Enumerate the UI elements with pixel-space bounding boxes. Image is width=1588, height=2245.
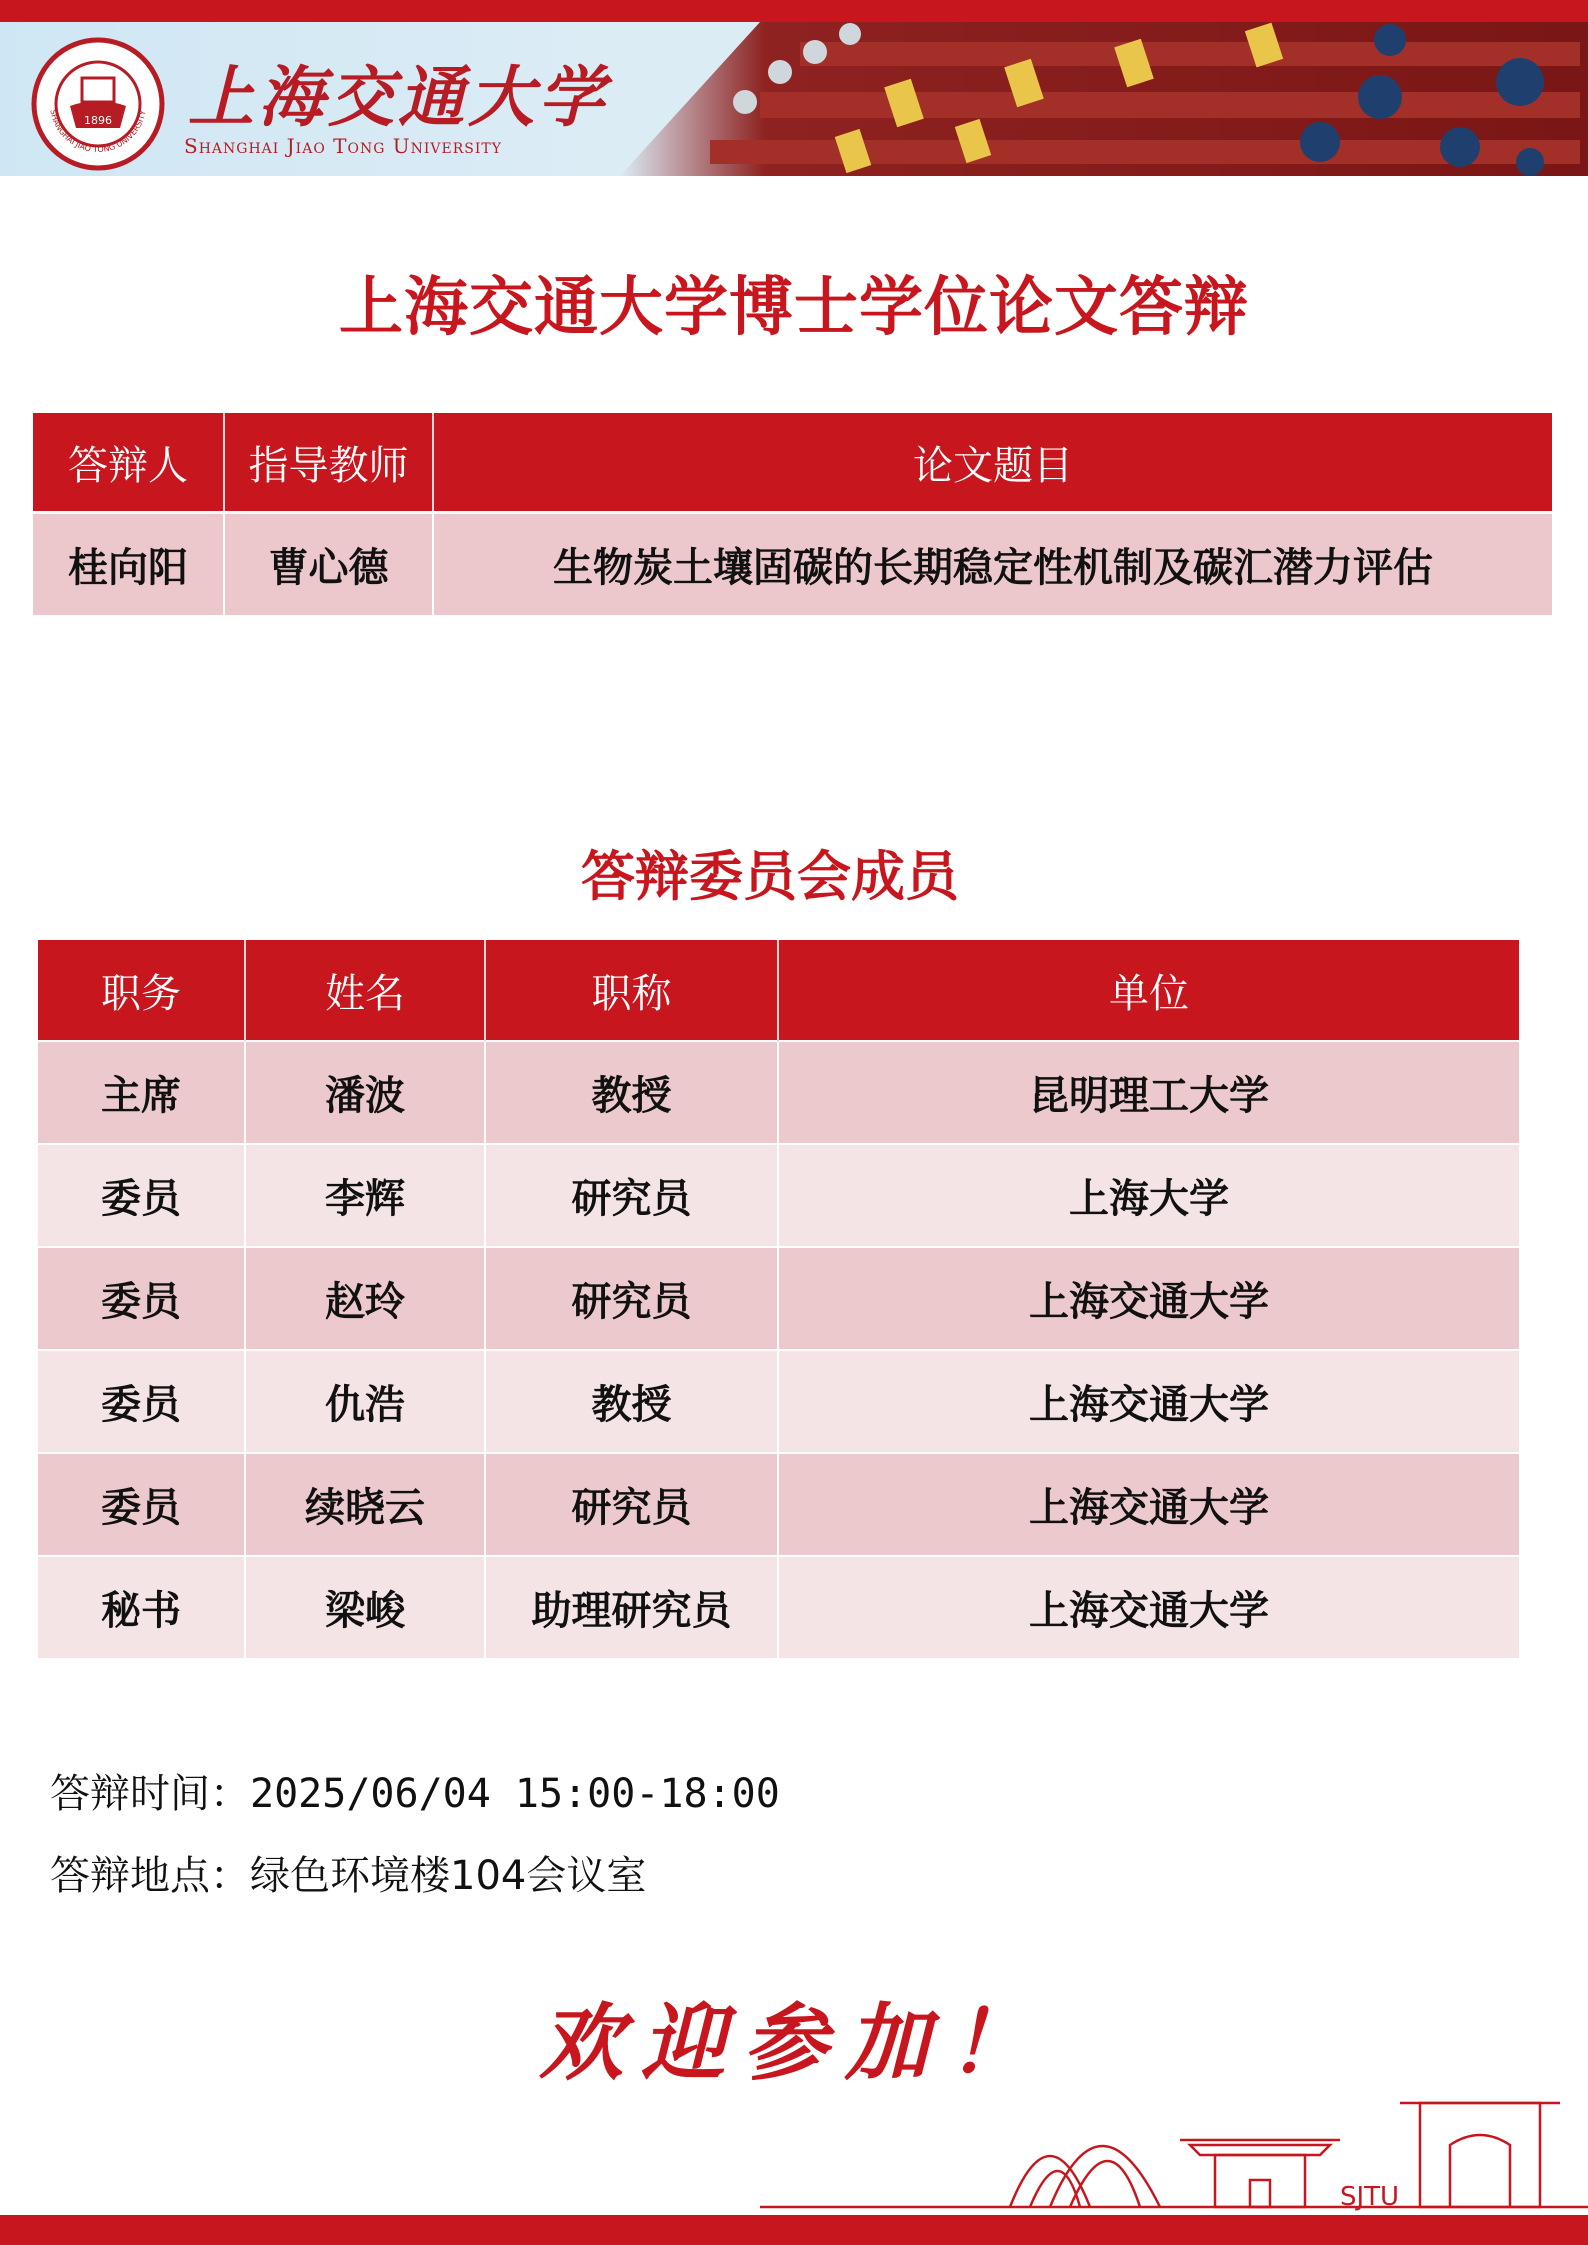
member-name: 潘波 (245, 1041, 485, 1144)
member-role: 主席 (38, 1041, 245, 1144)
university-name-cn: 上海交通大学 (188, 58, 608, 136)
thesis-title: 生物炭土壤固碳的长期稳定性机制及碳汇潜力评估 (433, 513, 1552, 616)
table-row (38, 1350, 1519, 1453)
university-name-en: Shanghai Jiao Tong University (184, 134, 502, 158)
header-title: 职称 (485, 940, 778, 1041)
committee-header-row (38, 940, 1519, 1041)
member-role: 委员 (38, 1144, 245, 1247)
member-title: 助理研究员 (485, 1556, 778, 1658)
member-name: 赵玲 (245, 1247, 485, 1350)
university-seal-icon (30, 36, 166, 172)
roof-eaves-image (560, 22, 1588, 176)
defense-place-label: 答辩地点： (50, 1853, 250, 1899)
header-role: 职务 (38, 940, 245, 1041)
member-affiliation: 上海交通大学 (778, 1453, 1519, 1556)
member-name: 李辉 (245, 1144, 485, 1247)
header-affiliation: 单位 (778, 940, 1519, 1041)
member-title: 研究员 (485, 1453, 778, 1556)
member-title: 教授 (485, 1041, 778, 1144)
svg-text:SHANGHAI JIAO TONG UNIVERSITY: SHANGHAI JIAO TONG UNIVERSITY (48, 108, 148, 155)
member-title: 教授 (485, 1350, 778, 1453)
member-affiliation: 昆明理工大学 (778, 1041, 1519, 1144)
member-name: 续晓云 (245, 1453, 485, 1556)
member-role: 委员 (38, 1247, 245, 1350)
header-defender: 答辩人 (33, 413, 224, 513)
defense-time (50, 1762, 780, 1819)
member-title: 研究员 (485, 1247, 778, 1350)
table-row (38, 1041, 1519, 1144)
header-name: 姓名 (245, 940, 485, 1041)
svg-text:1896: 1896 (84, 114, 112, 127)
member-affiliation: 上海大学 (778, 1144, 1519, 1247)
header-thesis-title: 论文题目 (433, 413, 1552, 513)
advisor-name: 曹心德 (224, 513, 433, 616)
campus-gate-line-art (760, 2095, 1588, 2215)
member-affiliation: 上海交通大学 (778, 1247, 1519, 1350)
thesis-table (33, 413, 1552, 615)
member-role: 秘书 (38, 1556, 245, 1658)
thesis-header-row (33, 413, 1552, 513)
defense-place-value: 绿色环境楼104会议室 (250, 1853, 647, 1899)
committee-table (38, 940, 1519, 1658)
committee-title: 答辩委员会成员 (581, 845, 959, 908)
thesis-row (33, 513, 1552, 616)
header-banner (0, 22, 1588, 176)
member-name: 仇浩 (245, 1350, 485, 1453)
member-role: 委员 (38, 1453, 245, 1556)
defense-place (50, 1844, 646, 1901)
defense-time-value: 2025/06/04 15:00-18:00 (250, 1771, 780, 1817)
table-row (38, 1247, 1519, 1350)
member-affiliation: 上海交通大学 (778, 1350, 1519, 1453)
sjtu-text: SJTU (1340, 2182, 1400, 2212)
member-affiliation: 上海交通大学 (778, 1556, 1519, 1658)
table-row (38, 1453, 1519, 1556)
member-name: 梁峻 (245, 1556, 485, 1658)
welcome-text: 欢迎参加！ (538, 1993, 1049, 2092)
defender-name: 桂向阳 (33, 513, 224, 616)
defense-time-label: 答辩时间： (50, 1771, 250, 1817)
top-red-bar (0, 0, 1588, 22)
bottom-red-bar (0, 2215, 1588, 2245)
member-role: 委员 (38, 1350, 245, 1453)
member-title: 研究员 (485, 1144, 778, 1247)
table-row (38, 1556, 1519, 1658)
page-title: 上海交通大学博士学位论文答辩 (339, 271, 1249, 345)
table-row (38, 1144, 1519, 1247)
header-advisor: 指导教师 (224, 413, 433, 513)
